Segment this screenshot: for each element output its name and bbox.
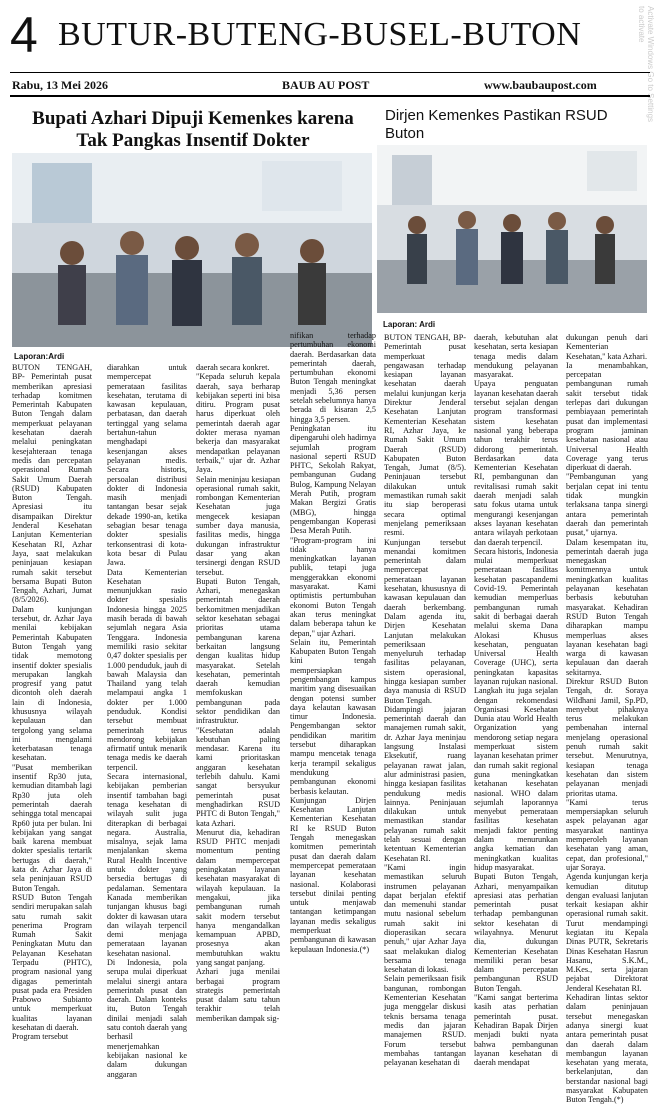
- article2-column-3: daerah, kebutuhan alat kesehatan, serta kesiapan tenaga medis dalam mendukung pelayanan masyarakat. Upaya penguatan layanan kesehatan daerah tersebut sejalan dengan program transformasi sistem kesehatan nasional yang beberapa tahun terakhir terus didorong pemerintah. Berdasarkan data Kementerian Kesehatan RI, pembangunan dan revitalisasi rumah sakit daerah menjadi salah satu fokus utama untuk mengurangi kesenjangan akses layanan kesehatan antara wilayah perkotaan dan daerah terpencil. Secara historis, Indonesia mulai memperkuat pemerataan fasilitas kesehatan pascapandemi Covid-19. Pemerintah kemudian memperluas pembangunan rumah sakit di berbagai daerah melalui skema Dana Alokasi Khusus kesehatan, penguatan Universal Health Coverage (UHC), serta peningkatan kapasitas layanan rujukan nasional. Langkah itu juga sejalan dengan rekomendasi Organisasi Kesehatan Dunia atau World Health Organization yang mendorong setiap negara memperkuat sistem layanan kesehatan primer dan rumah sakit regional guna meningkatkan ketahanan kesehatan nasional. WHO dalam sejumlah laporannya menyebut pemerataan fasilitas kesehatan menjadi faktor penting dalam menurunkan angka kematian dan meningkatkan kualitas hidup masyarakat. Bupati Buton Tengah, Azhari, menyampaikan apresiasi atas perhatian pemerintah pusat terhadap pembangunan sektor kesehatan di wilayahnya. Menurut dia, dukungan Kementerian Kesehatan memiliki peran besar dalam percepatan pembangunan RSUD Buton Tengah. "Kami sangat berterima kasih atas perhatian pemerintah pusat. Kehadiran Bapak Dirjen menjadi bukti nyata bahwa pembangunan layanan kesehatan di daerah mendapat: [474, 333, 558, 1068]
- top-rule: [10, 72, 650, 73]
- article1-column-1: BUTON TENGAH, BP- Pemerintah pusat memberikan apresiasi terhadap komitmen Pemerintah Kabupaten Buton Tengah dalam memperkuat pelayanan kesehatan daerah melalui peningkatan kesejahteraan tenaga medis dan percepatan operasional Rumah Sakit Umum Daerah (RSUD) Kabupaten Buton Tengah. Apresiasi itu disampaikan Direktur Jenderal Kesehatan Lanjutan Kementerian Kesehatan RI, Azhar Jaya, saat melakukan peninjauan kesiapan rumah sakit tersebut bersama Bupati Buton Tengah, Azhari, Jumat (8/5/2026). Dalam kunjungan tersebut, dr. Azhar Jaya menilai kebijakan Pemerintah Kabupaten Buton Tengah yang tidak memotong insentif dokter spesialis merupakan langkah progresif yang patut dicontoh oleh daerah lain di Indonesia, khususnya wilayah kepulauan dan tergolong yang selama ini mengalami keterbatasan tenaga kesehatan. "Pusat memberikan insentif Rp30 juta, kemudian ditambah lagi Rp30 juta oleh pemerintah daerah sehingga total mencapai Rp60 juta per bulan. Ini kebijakan yang sangat baik karena membuat dokter spesialis tertarik bertugas di daerah," kata dr. Azhar Jaya di sela peninjauan RSUD Buton Tengah. RSUD Buton Tengah sendiri merupakan salah satu rumah sakit penerima Program Rumah Sakit Peningkatan Mutu dan Pelayanan Kesehatan Terpadu (PHTC), program nasional yang digagas pemerintah pusat pada era Presiden Prabowo Subianto untuk memperkuat kualitas layanan kesehatan di daerah. Program tersebut: [12, 363, 92, 1042]
- article1-column-2: diarahkan untuk mempercepat pemerataan fasilitas kesehatan, terutama di kawasan kepulauan, perbatasan, dan daerah tertinggal yang selama bertahun-tahun menghadapi kesenjangan akses pelayanan medis. Secara historis, persoalan distribusi dokter di Indonesia masih menjadi tantangan besar sejak dekade 1990-an, ketika sebagian besar tenaga dokter spesialis terkonsentrasi di kota-kota besar di Pulau Jawa. Data Kementerian Kesehatan menunjukkan rasio dokter spesialis Indonesia hingga 2025 masih berada di bawah sejumlah negara Asia Tenggara. Indonesia memiliki rasio sekitar 0,47 dokter spesialis per 1.000 penduduk, jauh di bawah Malaysia dan Thailand yang telah melampaui angka 1 dokter per 1.000 penduduk. Kondisi tersebut membuat pemerintah terus mendorong kebijakan afirmatif untuk menarik tenaga medis ke daerah terpencil. Secara internasional, kebijakan pemberian insentif tambahan bagi tenaga kesehatan di wilayah sulit juga diterapkan di berbagai negara. Australia, misalnya, sejak lama menjalankan skema Rural Health Incentive untuk dokter yang bersedia bertugas di pedalaman. Sementara Kanada memberikan tunjangan khusus bagi dokter di kawasan utara dan wilayah terpencil demi menjaga pemerataan layanan kesehatan nasional. Di Indonesia, pola serupa mulai diperkuat melalui sinergi antara pemerintah pusat dan daerah. Dalam konteks itu, Buton Tengah dinilai menjadi salah satu contoh daerah yang berhasil menerjemahkan kebijakan nasional ke dalam dukungan anggaran: [107, 363, 187, 1079]
- article1-column-3: daerah secara konkret. "Kepada seluruh kepala daerah, saya berharap kebijakan seperti ini bisa ditiru. Program pusat harus diperkuat oleh pemerintah daerah agar dokter merasa nyaman bekerja dan masyarakat mendapatkan pelayanan terbaik," ujar dr. Azhar Jaya. Selain meninjau kesiapan operasional rumah sakit, rombongan Kementerian Kesehatan juga mengecek kesiapan sumber daya manusia, fasilitas medis, hingga dukungan infrastruktur dasar yang akan tersinergi dengan RSUD tersebut. Bupati Buton Tengah, Azhari, menegaskan pemerintah daerah berkomitmen menjadikan sektor kesehatan sebagai prioritas utama pembangunan karena berkaitan langsung dengan kualitas hidup masyarakat. Setelah kesehatan, pemerintah daerah kemudian memfokuskan pembangunan pada sektor pendidikan dan infrastruktur. "Kesehatan adalah kebutuhan paling mendasar. Karena itu kami prioritaskan anggaran kesehatan terlebih dahulu. Kami sangat bersyukur pemerintah pusat menghadirkan RSUD PHTC di Buton Tengah," kata Azhari. Menurut dia, kehadiran RSUD PHTC menjadi momentum penting dalam mempercepat peningkatan layanan kesehatan masyarakat di wilayah kepulauan. Ia mengakui, jika pembangunan rumah sakit modern tersebut hanya mengandalkan kemampuan APBD, prosesnya akan membutuhkan waktu yang sangat panjang. Azhari juga menilai berbagai program strategis pemerintah pusat dalam satu tahun terakhir telah memberikan dampak sig-: [196, 363, 280, 1023]
- article2-photo-caption: Laporan: Ardi: [383, 320, 436, 329]
- section-label: BAUB AU POST: [282, 78, 370, 92]
- header-rule: [10, 95, 650, 97]
- page-number: 4: [10, 7, 38, 63]
- article1-headline-line2: Tak Pangkas Insentif Dokter: [76, 130, 310, 151]
- article2-column-2: BUTON TENGAH, BP- Pemerintah pusat memperkuat pengawasan terhadap kesiapan layanan kesehatan daerah melalui kunjungan kerja Direktur Jenderal Kesehatan Lanjutan Kementerian Kesehatan RI, Azhar Jaya, ke Rumah Sakit Umum Daerah (RSUD) Kabupaten Buton Tengah, Jumat (8/5). Peninjauan tersebut dilakukan untuk memastikan rumah sakit itu siap beroperasi secara optimal menjelang pemeriksaan resmi. Kunjungan tersebut menandai komitmen pemerintah dalam mempercepat pemerataan layanan kesehatan, khususnya di kawasan kepulauan dan daerah berkembang. Dalam agenda itu, Dirjen Kesehatan Lanjutan melakukan pemeriksaan menyeluruh terhadap fasilitas pelayanan, sistem operasional, hingga kesiapan sumber daya manusia di RSUD Buton Tengah. Didampingi jajaran pemerintah daerah dan manajemen rumah sakit, dr. Azhar Jaya meninjau langsung Instalasi Eksekutif, ruang pelayanan rawat jalan, alur administrasi pasien, hingga kesiapan fasilitas pendukung medis lainnya. Peninjauan dilakukan untuk memastikan standar pelayanan rumah sakit telah sesuai dengan ketentuan Kementerian Kesehatan RI. "Kami ingin memastikan seluruh instrumen pelayanan dapat berjalan efektif dan memenuhi standar mutu nasional sebelum rumah sakit ini dioperasikan secara penuh," ujar Azhar Jaya saat melakukan dialog bersama tenaga kesehatan di lokasi. Selain pemeriksaan fisik bangunan, rombongan Kementerian Kesehatan juga menggelar diskusi teknis bersama tenaga medis dan jajaran manajemen RSUD. Forum tersebut membahas tantangan pelayanan kesehatan di: [384, 333, 466, 1068]
- website-label: www.baubaupost.com: [484, 78, 597, 92]
- article2-headline-line1: Dirjen Kemenkes Pastikan RSUD Buton: [385, 107, 608, 142]
- article1-photo: [12, 153, 372, 347]
- date-label: Rabu, 13 Mei 2026: [12, 78, 108, 92]
- article1-headline: [12, 108, 374, 152]
- article2-photo: [377, 145, 647, 313]
- watermark-text: Activate Windows Go to Settings to activate: [637, 6, 655, 123]
- article1-headline-line1: Bupati Azhari Dipuji Kemenkes karena: [32, 108, 354, 129]
- article1-photo-image: [12, 153, 372, 347]
- article2-column-4: dukungan penuh dari Kementerian Kesehatan," kata Azhari. Ia menambahkan, percepatan pembangunan rumah sakit tersebut tidak terlepas dari dukungan pembiayaan pemerintah pusat dan implementasi program jaminan kesehatan nasional atau Universal Health Coverage yang terus diperkuat di daerah. "Pembangunan yang berjalan cepat ini tentu tidak mungkin terlaksana tanpa sinergi antara pemerintah daerah dan pemerintah pusat," ujarnya. Dalam kesempatan itu, pemerintah daerah juga menegaskan komitmennya untuk meningkatkan kualitas pelayanan kesehatan berbasis kebutuhan masyarakat. Kehadiran RSUD Buton Tengah diharapkan mampu memperluas akses layanan kesehatan bagi warga di kawasan kepulauan dan daerah sekitarnya. Direktur RSUD Buton Tengah, dr. Soraya Wildhani Jamil, Sp.PD, menyebut pihaknya terus melakukan pembenahan internal menjelang operasional penuh rumah sakit tersebut. Menurutnya, kesiapan tenaga kesehatan dan sistem pelayanan menjadi prioritas utama. "Kami terus mempersiapkan seluruh aspek pelayanan agar masyarakat nantinya memperoleh layanan kesehatan yang aman, cepat, dan profesional," ujar Soraya. Agenda kunjungan kerja kemudian ditutup dengan evaluasi lanjutan terkait kesiapan akhir operasional rumah sakit. Turut mendampingi kegiatan itu Kepala Dinas PUTR, Sekretaris Dinas Kesehatan Hasrun Hasanu, S.K.M., M.Kes., serta jajaran pejabat Direktorat Jenderal Kesehatan RI. Kehadiran lintas sektor dalam peninjauan tersebut menegaskan adanya sinergi kuat antara pemerintah pusat dan daerah dalam membangun layanan kesehatan yang merata, berkelanjutan, dan berstandar nasional bagi masyarakat Kabupaten Buton Tengah.(*): [566, 333, 648, 1105]
- masthead-title: BUTUR-BUTENG-BUSEL-BUTON: [58, 16, 582, 53]
- article1-photo-caption: Laporan:Ardi: [14, 352, 65, 361]
- article2-column-1: nifikan terhadap pertumbuhan ekonomi daerah. Berdasarkan data pemerintah daerah, pertumbuhan ekonomi Buton Tengah meningkat menjadi 5,36 persen setelah sebelumnya hanya berada di kisaran 2,5 hingga 3,5 persen. Peningkatan itu dipengaruhi oleh hadirnya sejumlah program nasional seperti RSUD PHTC, Sekolah Rakyat, pembangunan Gudang Bulog, Kampung Nelayan Merah Putih, program Makan Bergizi Gratis (MBG), hingga pengembangan Koperasi Desa Merah Putih. "Program-program ini tidak hanya meningkatkan layanan publik, tetapi juga menggerakkan ekonomi masyarakat. Kami optimistis pertumbuhan ekonomi Buton Tengah akan terus meningkat dalam beberapa tahun ke depan," ujar Azhari. Selain itu, Pemerintah Kabupaten Buton Tengah kini tengah mempersiapkan pengembangan kampus maritim yang disesuaikan dengan potensi sumber daya kelautan kawasan timur Indonesia. Pengembangan sektor pendidikan maritim tersebut diharapkan mampu mencetak tenaga kerja terampil sekaligus mendukung pembangunan ekonomi berbasis kelautan. Kunjungan Dirjen Kesehatan Lanjutan Kementerian Kesehatan RI ke RSUD Buton Tengah menegaskan komitmen pemerintah pusat dan daerah dalam mempercepat pemerataan layanan kesehatan nasional. Kolaborasi tersebut dinilai penting untuk menjawab tantangan ketimpangan layanan medis sekaligus memperkuat pembangunan di kawasan kepulauan Indonesia.(*): [290, 331, 376, 954]
- article2-photo-image: [377, 145, 647, 313]
